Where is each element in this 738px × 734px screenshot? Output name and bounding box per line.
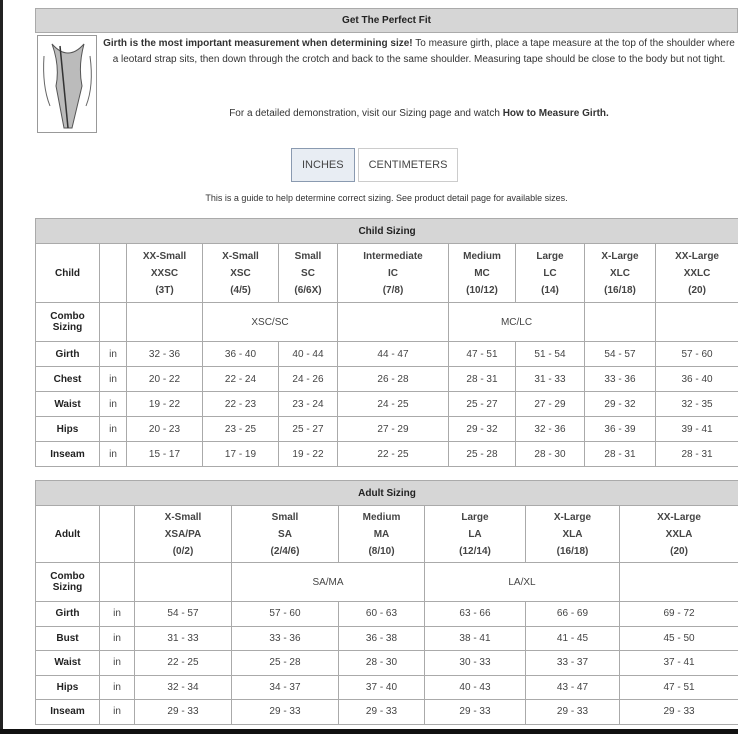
measurement-cell: 37 - 40 [339, 675, 425, 700]
size-header-line: XX-Large [657, 511, 701, 523]
size-header-line: XXLC [683, 267, 711, 279]
combo-la-xl: LA/XL [425, 563, 620, 602]
size-header-line: Medium [463, 250, 501, 262]
empty-cell [656, 303, 738, 342]
intro-section [35, 33, 738, 213]
leotard-figure-icon [37, 35, 97, 133]
measurement-cell: 54 - 57 [585, 342, 656, 367]
size-header-line: Intermediate [363, 250, 423, 262]
measurement-cell: 66 - 69 [526, 602, 620, 627]
size-header-line: (20) [688, 284, 706, 296]
measurement-cell: 28 - 31 [585, 442, 656, 467]
row-label: Girth [36, 602, 100, 627]
measurement-cell: 28 - 31 [449, 367, 516, 392]
girth-instructions [101, 36, 737, 68]
size-header-line: XLA [562, 528, 583, 540]
window-edge-bottom [0, 729, 738, 734]
row-label: Inseam [36, 700, 100, 725]
measurement-cell: 29 - 33 [425, 700, 526, 725]
measurement-cell: 29 - 32 [449, 417, 516, 442]
table-row [36, 417, 738, 442]
unit-cell: in [100, 442, 127, 467]
measurement-cell: 32 - 34 [135, 675, 232, 700]
size-header-line: XXLA [665, 528, 693, 540]
empty-cell [135, 563, 232, 602]
table-row [36, 626, 738, 651]
measurement-cell: 32 - 35 [656, 392, 738, 417]
size-header-line: (16/18) [556, 545, 589, 557]
size-header [203, 244, 279, 303]
measurement-cell: 29 - 33 [232, 700, 339, 725]
measurement-cell: 27 - 29 [338, 417, 449, 442]
measurement-cell: 36 - 38 [339, 626, 425, 651]
size-header-line: XXSC [150, 267, 179, 279]
combo-sa-ma: SA/MA [232, 563, 425, 602]
child-sizing-table [35, 218, 738, 467]
size-header-line: (16/18) [604, 284, 636, 296]
size-header [232, 506, 339, 563]
size-header-line: X-Small [164, 511, 202, 523]
measurement-cell: 47 - 51 [620, 675, 738, 700]
size-header-line: Medium [362, 511, 401, 523]
row-label: Inseam [36, 442, 100, 467]
table-row [36, 602, 738, 627]
size-header [127, 244, 203, 303]
measurement-cell: 20 - 22 [127, 367, 203, 392]
size-header-line: MC [474, 267, 490, 279]
measurement-cell: 36 - 40 [656, 367, 738, 392]
measurement-cell: 24 - 26 [279, 367, 338, 392]
empty-cell [338, 303, 449, 342]
size-header [526, 506, 620, 563]
measurement-cell: 19 - 22 [279, 442, 338, 467]
row-label: Waist [36, 392, 100, 417]
size-header-line: Small [294, 250, 322, 262]
measurement-cell: 69 - 72 [620, 602, 738, 627]
size-header-line: SC [301, 267, 315, 279]
measurement-cell: 17 - 19 [203, 442, 279, 467]
table-row [36, 392, 738, 417]
measurement-cell: 47 - 51 [449, 342, 516, 367]
size-header-line: Large [461, 511, 489, 523]
size-header-line: XX-Small [142, 250, 187, 262]
measurement-cell: 36 - 40 [203, 342, 279, 367]
size-header-line: XSC [230, 267, 251, 279]
measurement-cell: 60 - 63 [339, 602, 425, 627]
size-header-line: (0/2) [172, 545, 194, 557]
size-header [338, 244, 449, 303]
inches-button[interactable]: INCHES [291, 148, 355, 182]
unit-cell: in [100, 367, 127, 392]
unit-toggle [291, 148, 458, 182]
child-label: Child [36, 244, 100, 303]
row-label: Chest [36, 367, 100, 392]
measurement-cell: 19 - 22 [127, 392, 203, 417]
measurement-cell: 29 - 33 [620, 700, 738, 725]
measurement-cell: 27 - 29 [516, 392, 585, 417]
measurement-cell: 54 - 57 [135, 602, 232, 627]
measurement-cell: 23 - 24 [279, 392, 338, 417]
size-header-line: (8/10) [368, 545, 395, 557]
size-header-line: SA [278, 528, 292, 540]
size-header [425, 506, 526, 563]
girth-emphasis: Girth is the most important measurement when determining size! [103, 38, 413, 49]
measurement-cell: 22 - 25 [135, 651, 232, 676]
measurement-cell: 29 - 33 [339, 700, 425, 725]
measurement-cell: 40 - 43 [425, 675, 526, 700]
measurement-cell: 22 - 23 [203, 392, 279, 417]
measurement-cell: 41 - 45 [526, 626, 620, 651]
table-row [36, 442, 738, 467]
size-header [339, 506, 425, 563]
unit-cell: in [100, 602, 135, 627]
empty-cell [127, 303, 203, 342]
measurement-cell: 15 - 17 [127, 442, 203, 467]
size-header [279, 244, 338, 303]
measurement-cell: 44 - 47 [338, 342, 449, 367]
measurement-cell: 25 - 28 [232, 651, 339, 676]
measurement-cell: 57 - 60 [656, 342, 738, 367]
measurement-cell: 30 - 33 [425, 651, 526, 676]
empty-cell [100, 303, 127, 342]
demo-text [101, 108, 737, 119]
table-row [36, 675, 738, 700]
measurement-cell: 25 - 27 [449, 392, 516, 417]
empty-cell [100, 563, 135, 602]
row-label: Hips [36, 417, 100, 442]
row-label: Hips [36, 675, 100, 700]
table-row [36, 342, 738, 367]
size-header-line: LA [468, 528, 482, 540]
size-header-line: XLC [610, 267, 630, 279]
measurement-cell: 63 - 66 [425, 602, 526, 627]
size-header-line: (6/6X) [294, 284, 322, 296]
size-header-line: IC [388, 267, 398, 279]
size-header-line: (12/14) [459, 545, 491, 557]
size-header-line: XSA/PA [164, 528, 202, 540]
measurement-cell: 40 - 44 [279, 342, 338, 367]
size-header-line: X-Small [222, 250, 259, 262]
table-row [36, 367, 738, 392]
measurement-cell: 33 - 37 [526, 651, 620, 676]
how-to-measure-link[interactable]: How to Measure Girth. [502, 108, 609, 119]
size-header-line: MA [373, 528, 390, 540]
size-header [516, 244, 585, 303]
guide-note: This is a guide to help determine correct sizing. See product detail page for available sizes. [205, 193, 568, 203]
fit-guide [35, 8, 738, 213]
size-header-line: X-Large [601, 250, 639, 262]
unit-cell: in [100, 417, 127, 442]
child-sizing-title: Child Sizing [36, 219, 738, 244]
size-header [620, 506, 738, 563]
adult-sizing-title: Adult Sizing [36, 481, 738, 506]
measurement-cell: 23 - 25 [203, 417, 279, 442]
unit-cell: in [100, 392, 127, 417]
measurement-cell: 32 - 36 [127, 342, 203, 367]
measurement-cell: 31 - 33 [135, 626, 232, 651]
size-header-line: (10/12) [466, 284, 498, 296]
adult-sizing-table [35, 480, 738, 725]
size-header-line: (2/4/6) [270, 545, 300, 557]
measurement-cell: 34 - 37 [232, 675, 339, 700]
measurement-cell: 33 - 36 [585, 367, 656, 392]
measurement-cell: 37 - 41 [620, 651, 738, 676]
measurement-cell: 38 - 41 [425, 626, 526, 651]
measurement-cell: 33 - 36 [232, 626, 339, 651]
measurement-cell: 57 - 60 [232, 602, 339, 627]
fit-guide-title: Get The Perfect Fit [35, 8, 738, 33]
measurement-cell: 29 - 33 [526, 700, 620, 725]
combo-sizing-label: Combo Sizing [36, 563, 100, 602]
size-header [656, 244, 738, 303]
unit-cell: in [100, 651, 135, 676]
measurement-cell: 26 - 28 [338, 367, 449, 392]
unit-cell: in [100, 626, 135, 651]
measurement-cell: 51 - 54 [516, 342, 585, 367]
unit-cell: in [100, 700, 135, 725]
measurement-cell: 29 - 32 [585, 392, 656, 417]
row-label: Girth [36, 342, 100, 367]
size-header-line: (7/8) [382, 284, 404, 296]
adult-label: Adult [36, 506, 100, 563]
combo-xsc-sc: XSC/SC [203, 303, 338, 342]
unit-cell: in [100, 342, 127, 367]
measurement-cell: 28 - 31 [656, 442, 738, 467]
size-header [585, 244, 656, 303]
centimeters-button[interactable]: CENTIMETERS [358, 148, 459, 182]
combo-sizing-label: Combo Sizing [36, 303, 100, 342]
measurement-cell: 32 - 36 [516, 417, 585, 442]
measurement-cell: 25 - 27 [279, 417, 338, 442]
unit-cell: in [100, 675, 135, 700]
measurement-cell: 39 - 41 [656, 417, 738, 442]
measurement-cell: 20 - 23 [127, 417, 203, 442]
size-header-line: LC [543, 267, 557, 279]
empty-cell [585, 303, 656, 342]
measurement-cell: 28 - 30 [516, 442, 585, 467]
size-header-line: (4/5) [230, 284, 251, 296]
measurement-cell: 22 - 25 [338, 442, 449, 467]
row-label: Bust [36, 626, 100, 651]
window-edge [0, 0, 3, 734]
size-header-line: (20) [670, 545, 688, 557]
size-header-line: (14) [541, 284, 559, 296]
empty-cell [620, 563, 738, 602]
table-row [36, 700, 738, 725]
measurement-cell: 28 - 30 [339, 651, 425, 676]
unit-header [100, 244, 127, 303]
size-header-line: XX-Large [675, 250, 719, 262]
size-header-line: (3T) [155, 284, 174, 296]
measurement-cell: 22 - 24 [203, 367, 279, 392]
measurement-cell: 36 - 39 [585, 417, 656, 442]
size-header-line: Small [271, 511, 299, 523]
measurement-cell: 43 - 47 [526, 675, 620, 700]
unit-header [100, 506, 135, 563]
girth-text: To measure girth, place a tape measure at the top of the shoulder where a leotard strap sits, then down through the crotch and back to the same shoulder. Measuring tape should be close to the body but not tight. [112, 38, 735, 65]
size-header-line: X-Large [553, 511, 592, 523]
table-row [36, 651, 738, 676]
measurement-cell: 24 - 25 [338, 392, 449, 417]
measurement-cell: 45 - 50 [620, 626, 738, 651]
size-header [135, 506, 232, 563]
measurement-cell: 31 - 33 [516, 367, 585, 392]
measurement-cell: 25 - 28 [449, 442, 516, 467]
size-header-line: Large [536, 250, 564, 262]
row-label: Waist [36, 651, 100, 676]
demo-prefix: For a detailed demonstration, visit our Sizing page and watch [229, 108, 503, 119]
size-header [449, 244, 516, 303]
measurement-cell: 29 - 33 [135, 700, 232, 725]
combo-mc-lc: MC/LC [449, 303, 585, 342]
